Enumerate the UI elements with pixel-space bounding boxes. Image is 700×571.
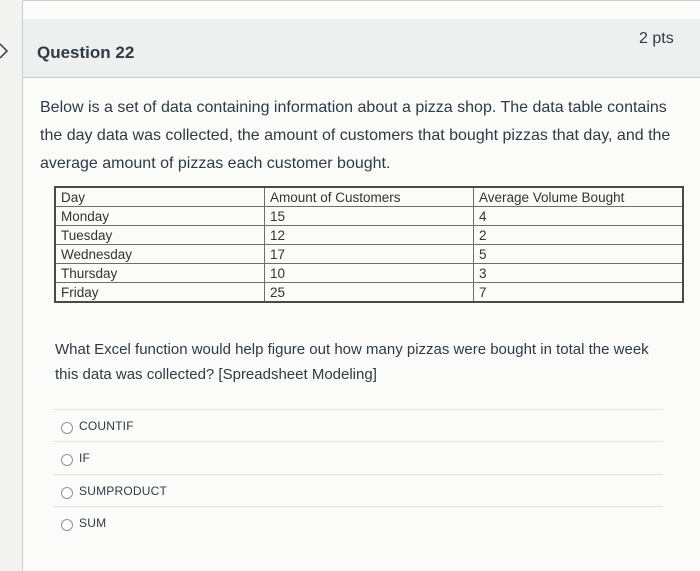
- table-row: [55, 264, 683, 283]
- chevron-right-icon: [0, 40, 12, 62]
- question-card: [22, 0, 700, 571]
- table-cell: Thursday: [55, 264, 265, 283]
- radio-button[interactable]: [61, 454, 73, 466]
- table-header-cell: Day: [55, 187, 265, 207]
- radio-button[interactable]: [61, 519, 73, 531]
- data-table: [54, 186, 684, 303]
- answer-option-sum[interactable]: [53, 506, 663, 535]
- table-cell: Monday: [55, 207, 265, 226]
- question-points: 2 pts: [639, 30, 674, 47]
- table-cell: 17: [265, 245, 474, 264]
- answer-label[interactable]: SUM: [79, 516, 107, 530]
- table-cell: 15: [265, 207, 474, 226]
- answer-option-if[interactable]: [53, 441, 663, 470]
- table-cell: 10: [265, 264, 474, 283]
- question-intro: Below is a set of data containing information about a pizza shop. The data table contains the day data was collected, the amount of customers that bought pizzas that day, and the average amount of pizzas each customer bought.: [40, 99, 671, 172]
- table-cell: Friday: [55, 283, 265, 303]
- table-header-cell: Average Volume Bought: [473, 187, 683, 207]
- table-row: [55, 245, 683, 264]
- table-cell: 25: [265, 283, 474, 303]
- radio-button[interactable]: [61, 422, 73, 434]
- table-row: [55, 283, 683, 303]
- radio-button[interactable]: [61, 487, 73, 499]
- table-header-cell: Amount of Customers: [265, 187, 474, 207]
- answer-option-sumproduct[interactable]: [53, 474, 663, 503]
- table-cell: 12: [265, 226, 474, 245]
- table-cell: 2: [473, 226, 683, 245]
- table-cell: 3: [473, 264, 683, 283]
- question-title: Question 22: [37, 43, 135, 62]
- answer-label[interactable]: IF: [79, 451, 91, 465]
- answer-label[interactable]: SUMPRODUCT: [79, 484, 167, 498]
- table-cell: 4: [473, 207, 683, 226]
- question-header: [23, 19, 700, 78]
- table-cell: Tuesday: [55, 226, 265, 245]
- answer-label[interactable]: COUNTIF: [79, 419, 134, 433]
- table-header-row: [55, 187, 683, 207]
- table-row: [55, 207, 683, 226]
- table-cell: Wednesday: [55, 245, 265, 264]
- question-prompt: What Excel function would help figure out how many pizzas were bought in total the week this data was collected? [Spreadsheet Modeling]: [55, 341, 649, 383]
- table-row: [55, 226, 683, 245]
- table-cell: 7: [473, 283, 683, 303]
- table-cell: 5: [473, 245, 683, 264]
- answer-option-countif[interactable]: [53, 409, 663, 438]
